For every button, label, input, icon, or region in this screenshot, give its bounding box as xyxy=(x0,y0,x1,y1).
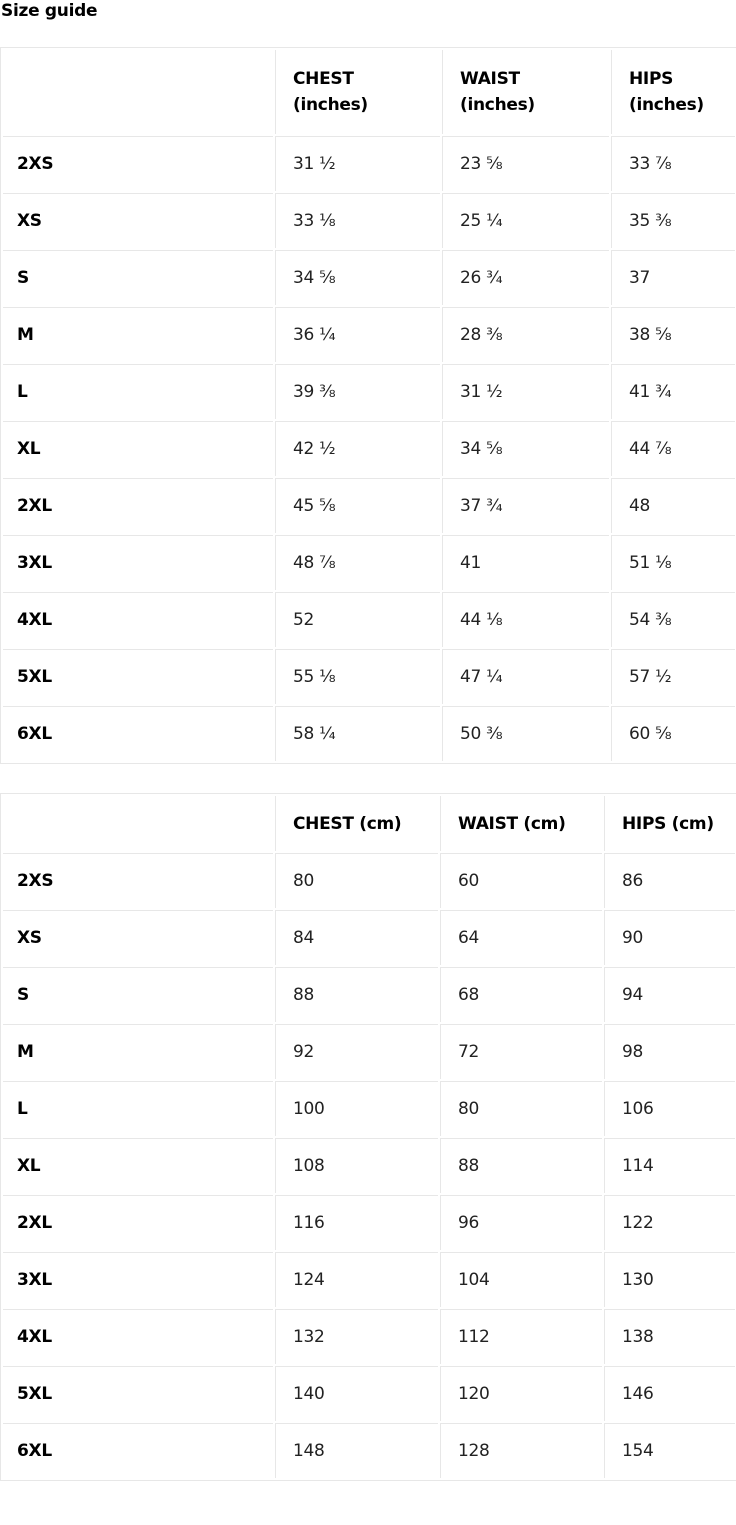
column-header-line: (inches) xyxy=(629,95,704,115)
table-row xyxy=(3,250,735,305)
row-label-size: XL xyxy=(3,1138,273,1193)
chest-value-cell: 36 ¼ xyxy=(275,307,440,362)
waist-value-cell: 68 xyxy=(440,967,602,1022)
hips-value-cell: 154 xyxy=(604,1423,735,1478)
chest-value-cell: 58 ¼ xyxy=(275,706,440,761)
table-row xyxy=(3,706,735,761)
header-row xyxy=(3,50,735,134)
hips-value-cell: 35 ⅜ xyxy=(611,193,735,248)
table-row xyxy=(3,307,735,362)
hips-value-cell: 54 ⅜ xyxy=(611,592,735,647)
column-header xyxy=(442,50,609,134)
header-row xyxy=(3,796,735,851)
column-header xyxy=(604,796,735,851)
column-header xyxy=(611,50,735,134)
chest-value-cell: 52 xyxy=(275,592,440,647)
table-row xyxy=(3,421,735,476)
table-row xyxy=(3,535,735,590)
table-row xyxy=(3,364,735,419)
waist-value-cell: 60 xyxy=(440,853,602,908)
waist-value-cell: 26 ¾ xyxy=(442,250,609,305)
row-label-size: XL xyxy=(3,421,273,476)
chest-value-cell: 84 xyxy=(275,910,438,965)
hips-value-cell: 41 ¾ xyxy=(611,364,735,419)
hips-value-cell: 122 xyxy=(604,1195,735,1250)
table-row xyxy=(3,592,735,647)
table-row xyxy=(3,478,735,533)
chest-value-cell: 45 ⅝ xyxy=(275,478,440,533)
waist-value-cell: 96 xyxy=(440,1195,602,1250)
row-label-size: 3XL xyxy=(3,1252,273,1307)
row-label-size: XS xyxy=(3,193,273,248)
chest-value-cell: 33 ⅛ xyxy=(275,193,440,248)
waist-value-cell: 31 ½ xyxy=(442,364,609,419)
corner-cell xyxy=(3,50,273,134)
chest-value-cell: 80 xyxy=(275,853,438,908)
row-label-size: 5XL xyxy=(3,1366,273,1421)
column-header xyxy=(275,50,440,134)
waist-value-cell: 104 xyxy=(440,1252,602,1307)
hips-value-cell: 44 ⅞ xyxy=(611,421,735,476)
column-header xyxy=(275,796,438,851)
chest-value-cell: 88 xyxy=(275,967,438,1022)
table-row xyxy=(3,1252,735,1307)
chest-value-cell: 124 xyxy=(275,1252,438,1307)
chest-value-cell: 55 ⅛ xyxy=(275,649,440,704)
chest-value-cell: 132 xyxy=(275,1309,438,1364)
waist-value-cell: 50 ⅜ xyxy=(442,706,609,761)
waist-value-cell: 37 ¾ xyxy=(442,478,609,533)
row-label-size: 4XL xyxy=(3,1309,273,1364)
row-label-size: S xyxy=(3,967,273,1022)
waist-value-cell: 120 xyxy=(440,1366,602,1421)
waist-value-cell: 72 xyxy=(440,1024,602,1079)
hips-value-cell: 98 xyxy=(604,1024,735,1079)
row-label-size: 2XS xyxy=(3,136,273,191)
waist-value-cell: 41 xyxy=(442,535,609,590)
column-header-line: CHEST (cm) xyxy=(293,813,402,834)
chest-value-cell: 140 xyxy=(275,1366,438,1421)
table-row xyxy=(3,1366,735,1421)
row-label-size: XS xyxy=(3,910,273,965)
chest-value-cell: 108 xyxy=(275,1138,438,1193)
table-row xyxy=(3,193,735,248)
chest-value-cell: 92 xyxy=(275,1024,438,1079)
table-row xyxy=(3,1423,735,1478)
hips-value-cell: 33 ⅞ xyxy=(611,136,735,191)
hips-value-cell: 38 ⅝ xyxy=(611,307,735,362)
waist-value-cell: 44 ⅛ xyxy=(442,592,609,647)
hips-value-cell: 130 xyxy=(604,1252,735,1307)
waist-value-cell: 88 xyxy=(440,1138,602,1193)
hips-value-cell: 114 xyxy=(604,1138,735,1193)
size-table-cm xyxy=(0,793,736,1481)
column-header-line: (inches) xyxy=(293,95,368,115)
column-header-line: WAIST xyxy=(460,69,520,89)
hips-value-cell: 90 xyxy=(604,910,735,965)
chest-value-cell: 31 ½ xyxy=(275,136,440,191)
chest-value-cell: 100 xyxy=(275,1081,438,1136)
row-label-size: 2XL xyxy=(3,478,273,533)
row-label-size: L xyxy=(3,1081,273,1136)
chest-value-cell: 34 ⅝ xyxy=(275,250,440,305)
table-row xyxy=(3,967,735,1022)
row-label-size: 4XL xyxy=(3,592,273,647)
waist-value-cell: 23 ⅝ xyxy=(442,136,609,191)
row-label-size: 2XS xyxy=(3,853,273,908)
chest-value-cell: 48 ⅞ xyxy=(275,535,440,590)
row-label-size: L xyxy=(3,364,273,419)
hips-value-cell: 146 xyxy=(604,1366,735,1421)
column-header-line: HIPS (cm) xyxy=(622,813,714,834)
hips-value-cell: 138 xyxy=(604,1309,735,1364)
table-row xyxy=(3,649,735,704)
chest-value-cell: 116 xyxy=(275,1195,438,1250)
waist-value-cell: 80 xyxy=(440,1081,602,1136)
waist-value-cell: 28 ⅜ xyxy=(442,307,609,362)
hips-value-cell: 48 xyxy=(611,478,735,533)
row-label-size: M xyxy=(3,307,273,362)
column-header-line: CHEST xyxy=(293,69,354,89)
table-row xyxy=(3,1024,735,1079)
column-header xyxy=(440,796,602,851)
waist-value-cell: 34 ⅝ xyxy=(442,421,609,476)
hips-value-cell: 37 xyxy=(611,250,735,305)
table-row xyxy=(3,853,735,908)
row-label-size: M xyxy=(3,1024,273,1079)
table-row xyxy=(3,910,735,965)
row-label-size: 5XL xyxy=(3,649,273,704)
chest-value-cell: 39 ⅜ xyxy=(275,364,440,419)
corner-cell xyxy=(3,796,273,851)
table-row xyxy=(3,1195,735,1250)
row-label-size: S xyxy=(3,250,273,305)
column-header-line: HIPS xyxy=(629,69,674,89)
size-table-inches xyxy=(0,47,736,764)
row-label-size: 3XL xyxy=(3,535,273,590)
row-label-size: 2XL xyxy=(3,1195,273,1250)
waist-value-cell: 112 xyxy=(440,1309,602,1364)
column-header-line: WAIST (cm) xyxy=(458,813,566,834)
hips-value-cell: 86 xyxy=(604,853,735,908)
row-label-size: 6XL xyxy=(3,1423,273,1478)
waist-value-cell: 128 xyxy=(440,1423,602,1478)
table-row xyxy=(3,1309,735,1364)
hips-value-cell: 60 ⅝ xyxy=(611,706,735,761)
table-row xyxy=(3,1138,735,1193)
waist-value-cell: 25 ¼ xyxy=(442,193,609,248)
hips-value-cell: 106 xyxy=(604,1081,735,1136)
chest-value-cell: 148 xyxy=(275,1423,438,1478)
hips-value-cell: 57 ½ xyxy=(611,649,735,704)
waist-value-cell: 64 xyxy=(440,910,602,965)
chest-value-cell: 42 ½ xyxy=(275,421,440,476)
column-header-line: (inches) xyxy=(460,95,535,115)
hips-value-cell: 94 xyxy=(604,967,735,1022)
table-row xyxy=(3,136,735,191)
row-label-size: 6XL xyxy=(3,706,273,761)
table-row xyxy=(3,1081,735,1136)
waist-value-cell: 47 ¼ xyxy=(442,649,609,704)
page-title: Size guide xyxy=(1,1,98,21)
hips-value-cell: 51 ⅛ xyxy=(611,535,735,590)
